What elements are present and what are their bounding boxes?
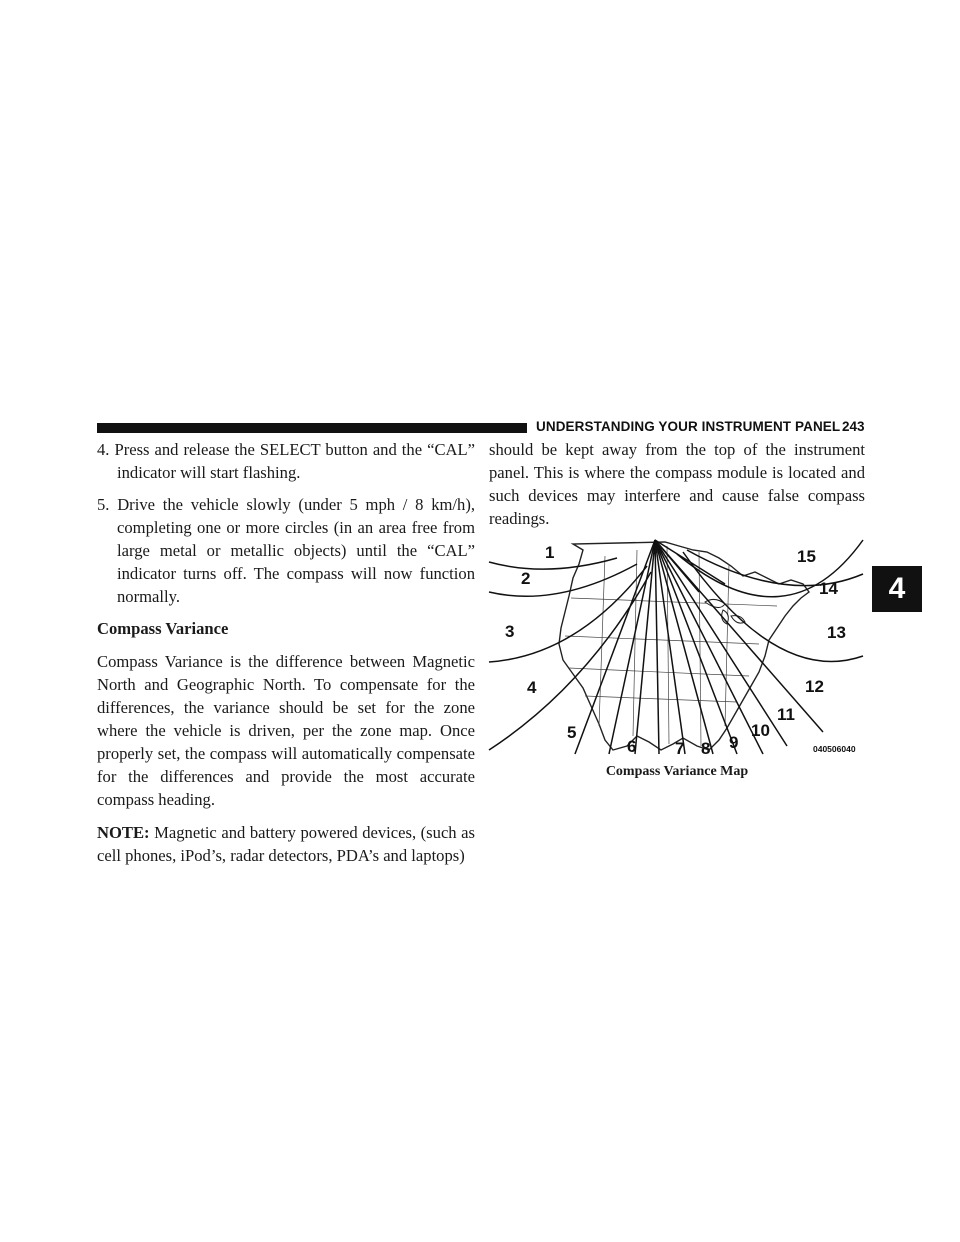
header-title: UNDERSTANDING YOUR INSTRUMENT PANEL xyxy=(536,419,841,434)
step-4: 4. Press and release the SELECT button and the “CAL” indicator will start flashing. xyxy=(97,440,475,482)
zone-label-10: 10 xyxy=(751,721,770,740)
zone-label-11: 11 xyxy=(777,705,795,724)
zone-label-13: 13 xyxy=(827,623,846,642)
image-code: 040506040 xyxy=(813,744,856,754)
zone-label-2: 2 xyxy=(521,569,531,588)
right-column xyxy=(489,438,865,540)
continuation-paragraph: should be kept away from the top of the instrument panel. This is where the compass module is located and such devices may interfere and cause false compass readings. xyxy=(489,440,865,528)
zone-label-12: 12 xyxy=(805,677,824,696)
zone-label-7: 7 xyxy=(675,739,685,758)
zone-label-5: 5 xyxy=(567,723,577,742)
note-label: NOTE: xyxy=(97,823,150,842)
zone-label-1: 1 xyxy=(545,543,555,562)
figure-caption: Compass Variance Map xyxy=(605,764,749,779)
header-rule xyxy=(97,423,527,433)
page-number: 243 xyxy=(842,419,865,434)
chapter-tab: 4 xyxy=(872,566,922,612)
step-5: 5. Drive the vehicle slowly (under 5 mph / 8 km/h), completing one or more circles (in an area free from large metal or metallic objects) until the “CAL” indicator turns off. The compass will now function normally. xyxy=(97,495,475,606)
left-column xyxy=(97,438,475,877)
zone-label-8: 8 xyxy=(701,739,711,758)
zone-label-6: 6 xyxy=(627,737,637,756)
section-heading: Compass Variance xyxy=(97,619,229,638)
zone-label-14: 14 xyxy=(819,579,838,598)
compass-variance-map xyxy=(487,536,865,760)
zone-label-15: 15 xyxy=(797,547,816,566)
note-text: Magnetic and battery powered devices, (such as cell phones, iPod’s, radar detectors, PDA’s and laptops) xyxy=(97,823,475,865)
zone-label-4: 4 xyxy=(527,678,537,697)
note-paragraph xyxy=(97,821,475,867)
zone-label-9: 9 xyxy=(729,733,739,752)
variance-paragraph: Compass Variance is the difference between Magnetic North and Geographic North. To compensate for the differences, the variance should be set for the zone where the vehicle is driven, per the zone map. Once properly set, the compass will automatically compensate for the differences and provide the most accurate compass heading. xyxy=(97,652,475,809)
zone-label-3: 3 xyxy=(505,622,515,641)
